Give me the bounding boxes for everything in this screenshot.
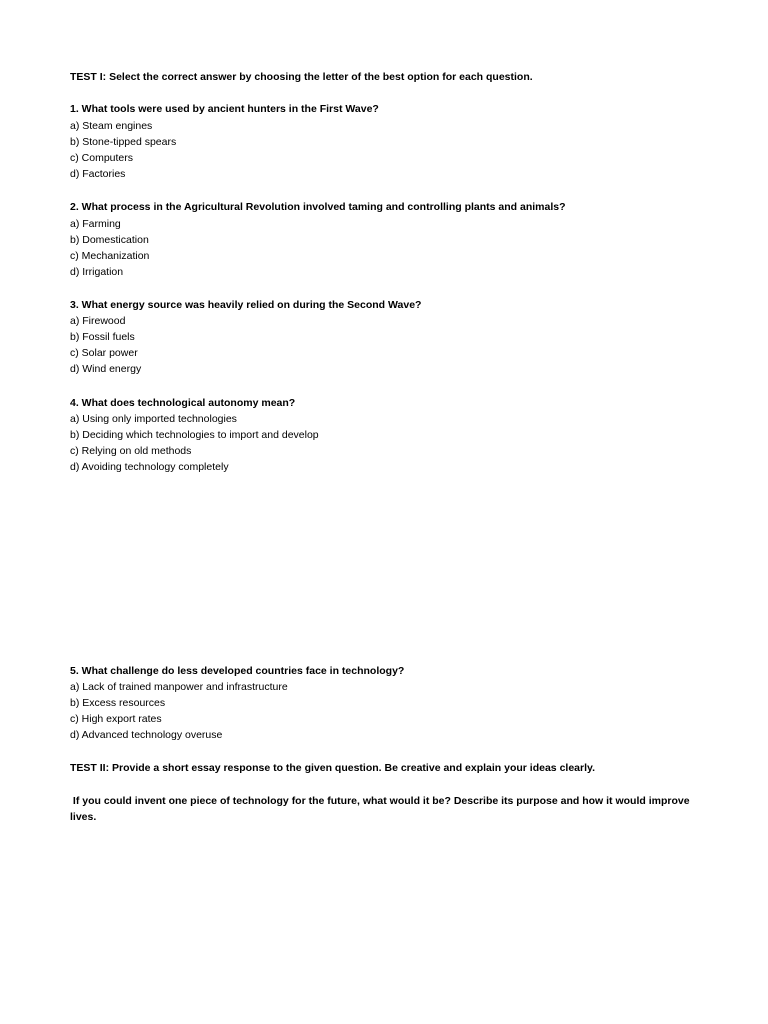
q4-option-c: c) Relying on old methods	[70, 445, 192, 457]
q1-option-b: b) Stone-tipped spears	[70, 136, 177, 148]
q5-option-b: b) Excess resources	[70, 697, 166, 709]
q2-option-d: d) Irrigation	[70, 266, 124, 278]
question-4: 4. What does technological autonomy mean?	[70, 397, 296, 409]
q4-option-d: d) Avoiding technology completely	[70, 461, 229, 473]
q2-option-b: b) Domestication	[70, 234, 149, 246]
q3-option-a: a) Firewood	[70, 315, 126, 327]
q3-option-b: b) Fossil fuels	[70, 331, 135, 343]
question-1: 1. What tools were used by ancient hunters in the First Wave?	[70, 103, 379, 115]
q5-option-c: c) High export rates	[70, 713, 162, 725]
question-2: 2. What process in the Agricultural Revolution involved taming and controlling plants and animals?	[70, 201, 566, 213]
test2-instruction: TEST II: Provide a short essay response to the given question. Be creative and explain your ideas clearly.	[70, 762, 595, 774]
q4-option-b: b) Deciding which technologies to import and develop	[70, 429, 319, 441]
q2-option-c: c) Mechanization	[70, 250, 150, 262]
question-5: 5. What challenge do less developed countries face in technology?	[70, 665, 405, 677]
q1-option-d: d) Factories	[70, 168, 126, 180]
test1-instruction: TEST I: Select the correct answer by choosing the letter of the best option for each question.	[70, 71, 533, 83]
q1-option-a: a) Steam engines	[70, 120, 153, 132]
essay-prompt: If you could invent one piece of technology for the future, what would it be? Describe its purpose and how it would improve lives.	[70, 795, 693, 823]
q4-option-a: a) Using only imported technologies	[70, 413, 237, 425]
q1-option-c: c) Computers	[70, 152, 134, 164]
q3-option-d: d) Wind energy	[70, 363, 142, 375]
q5-option-a: a) Lack of trained manpower and infrastructure	[70, 681, 288, 693]
question-3: 3. What energy source was heavily relied on during the Second Wave?	[70, 299, 422, 311]
q5-option-d: d) Advanced technology overuse	[70, 729, 223, 741]
q2-option-a: a) Farming	[70, 218, 121, 230]
q3-option-c: c) Solar power	[70, 347, 138, 359]
